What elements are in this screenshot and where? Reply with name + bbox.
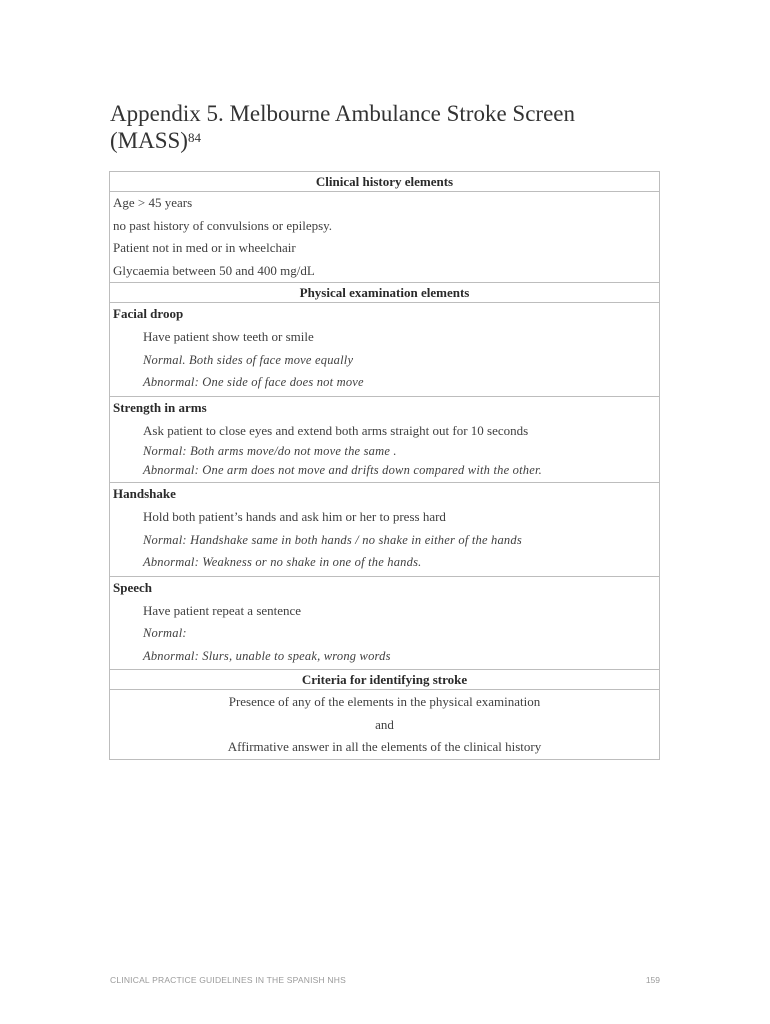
clinical-history-row: Patient not in med or in wheelchair: [113, 240, 296, 255]
exam-block-title: Speech: [113, 579, 152, 595]
exam-instruction: Have patient show teeth or smile: [143, 329, 314, 344]
clinical-history-row: no past history of convulsions or epilepsy.: [113, 217, 333, 233]
exam-block-title: Handshake: [113, 486, 176, 501]
criteria-row: Presence of any of the elements in the physical examination: [228, 694, 541, 709]
exam-normal: Normal. Both sides of face move equally: [143, 352, 354, 367]
title-line-2: (MASS): [110, 128, 188, 153]
exam-block-title: Strength in arms: [113, 399, 207, 415]
clinical-history-section: [110, 192, 659, 282]
exam-normal: Normal: Both arms move/do not move the same .: [143, 444, 397, 458]
page-title: [110, 100, 670, 154]
exam-abnormal: Abnormal: One side of face does not move: [143, 375, 364, 389]
exam-normal: Normal:: [143, 626, 187, 640]
clinical-history-row: Glycaemia between 50 and 400 mg/dL: [113, 262, 315, 278]
physical-exam-header: Physical examination elements: [110, 282, 659, 303]
criteria-row: Affirmative answer in all the elements of the clinical history: [227, 739, 542, 754]
exam-normal: Normal: Handshake same in both hands / no shake in either of the hands: [143, 532, 522, 547]
exam-abnormal: Abnormal: Slurs, unable to speak, wrong words: [143, 648, 391, 663]
exam-abnormal: Abnormal: Weakness or no shake in one of the hands.: [143, 555, 422, 569]
criteria-section: [110, 691, 659, 759]
exam-block-strength-in-arms: [110, 397, 659, 484]
criteria-row: and: [375, 716, 394, 732]
footer-guideline-title: CLINICAL PRACTICE GUIDELINES IN THE SPANISH NHS: [110, 975, 346, 985]
footer-page-number: 159: [645, 975, 660, 985]
clinical-history-header: Clinical history elements: [110, 172, 659, 192]
title-line-1: Appendix 5. Melbourne Ambulance Stroke Screen: [110, 101, 575, 126]
exam-instruction: Hold both patient’s hands and ask him or her to press hard: [143, 509, 446, 524]
clinical-history-row: Age > 45 years: [113, 195, 193, 210]
exam-instruction: Have patient repeat a sentence: [143, 602, 302, 618]
exam-block-title: Facial droop: [113, 306, 184, 321]
exam-block-facial-droop: [110, 303, 659, 397]
exam-block-handshake: [110, 483, 659, 577]
criteria-header: Criteria for identifying stroke: [110, 670, 659, 690]
exam-instruction: Ask patient to close eyes and extend both arms straight out for 10 seconds: [143, 422, 529, 438]
title-reference-superscript: 84: [187, 130, 201, 145]
exam-abnormal: Abnormal: One arm does not move and drifts down compared with the other.: [143, 463, 542, 477]
mass-table: [109, 171, 660, 760]
exam-block-speech: [110, 577, 659, 671]
